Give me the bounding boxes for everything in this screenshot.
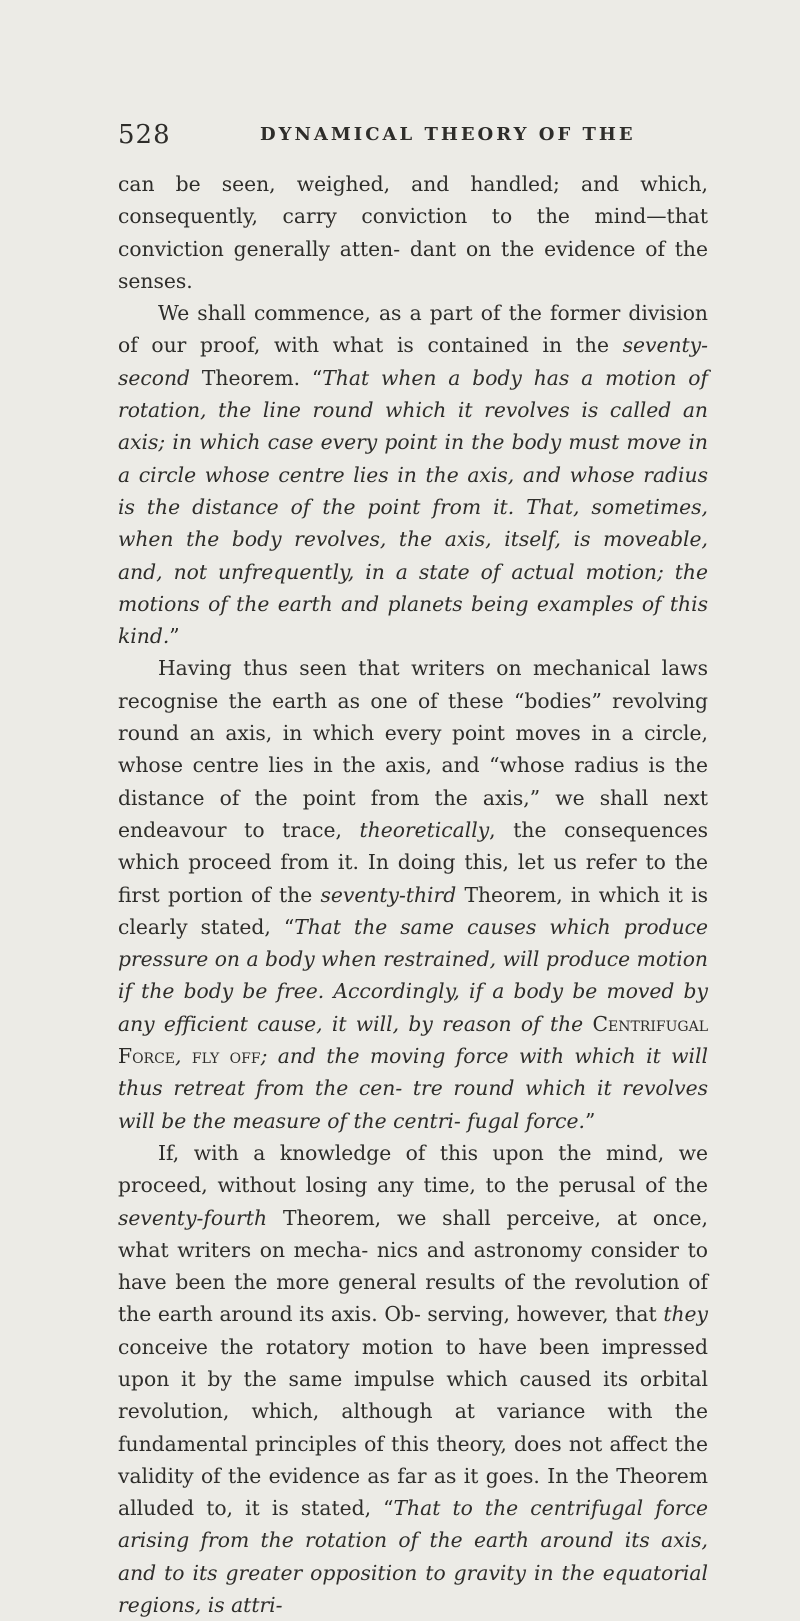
text-run: can be seen, weighed, and handled; and which, consequently, carry conviction to the mind—that conviction generally atten- dant on the evidence of the senses. [118, 172, 708, 293]
italic-text: That when a body has a motion of rotation, the line round which it revolves is called an axis; in which case every point in the body must move in a circle whose centre lies in the axis, and whose radius is the distance of the point from it. That, sometimes, when the body revolves, the axis, itself, is moveable, and, not unfrequently, in a state of actual motion; the motions of the earth and planets being examples of this kind. [118, 365, 708, 649]
text-run: conceive the rotatory motion to have been impressed upon it by the same impulse which caused its orbital revolution, which, although at variance with the fundamental principles of this theory, does not affect the validity of the evidence as far as it goes. In the Theorem alluded to, it is stated, “ [118, 1334, 708, 1521]
italic-text: seventy-second [118, 333, 708, 390]
text-run: If, with a knowledge of this upon the mind, we proceed, without losing any time, to the perusal of the [118, 1140, 708, 1198]
paragraph [118, 1137, 708, 1621]
paragraph [118, 652, 708, 1136]
paragraph [118, 297, 708, 652]
italic-text: That the same causes which produce pressure on a body when restrained, will produce motion if the body be free. Accordingly, if a body be moved by any efficient cause, it will, by reason of the [118, 914, 708, 1036]
text-run: ” [584, 1108, 596, 1133]
italic-text: seventy-third [320, 882, 457, 907]
page-number: 528 [118, 120, 171, 150]
body-text [118, 168, 708, 1621]
small-caps-text: fly off [191, 1044, 261, 1069]
text-run: We shall commence, as a part of the former division of our proof, with what is contained in the [118, 301, 708, 358]
italic-text: theoretically [359, 817, 490, 842]
paragraph [118, 168, 708, 297]
italic-text: That to the centrifugal force arising from the rotation of the earth around its axis, and to its greater opposition to gravity in the equatorial regions, is attri- [118, 1496, 708, 1618]
text-run: Theorem. “ [190, 365, 323, 390]
text-run: Having thus seen that writers on mechanical laws recognise the earth as one of these “bodies” revolving round an axis, in which every point moves in a circle, whose centre lies in the axis, and “whose radius is the distance of the point from the axis,” we shall next endeavour to trace, [118, 656, 708, 842]
italic-text: seventy-fourth [118, 1205, 268, 1230]
italic-text: , [175, 1044, 192, 1069]
small-caps-text: Centrifugal Force [118, 1011, 708, 1069]
text-run: Theorem, in which it is clearly stated, “ [118, 882, 708, 939]
text-run: Theorem, we shall perceive, at once, what writers on mecha- nics and astronomy consider to have been the more general results of the revolution of the earth around its axis. Ob- serving, however, that [118, 1205, 708, 1327]
italic-text: ; [260, 1044, 278, 1069]
text-run: , the consequences which proceed from it. In doing this, let us refer to the first portion of the [118, 817, 708, 907]
running-title: DYNAMICAL THEORY OF THE [260, 124, 636, 145]
italic-text: and the moving force with which it will thus retreat from the cen- tre round which it revolves will be the measure of the centri- fugal force. [118, 1044, 708, 1133]
italic-text: they [663, 1302, 708, 1327]
text-run: ” [169, 624, 180, 649]
page-header [118, 120, 718, 160]
